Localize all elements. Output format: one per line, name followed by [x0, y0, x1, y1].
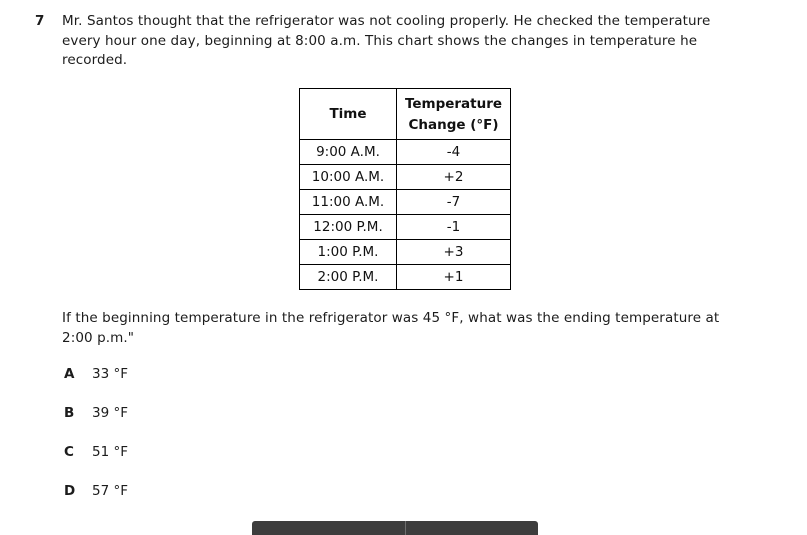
temperature-change-table: [299, 88, 511, 290]
choice-letter: B: [64, 405, 75, 421]
choice-text: 51 °F: [92, 444, 128, 460]
choice-letter: D: [64, 483, 76, 499]
table-row: [300, 165, 511, 190]
time-cell: 2:00 P.M.: [300, 265, 397, 290]
change-cell: -4: [397, 140, 511, 165]
answer-choice-b[interactable]: [64, 405, 128, 421]
header-time: Time: [300, 89, 397, 140]
change-cell: -1: [397, 215, 511, 240]
table-row: [300, 215, 511, 240]
answer-choice-d[interactable]: [64, 483, 128, 499]
time-cell: 10:00 A.M.: [300, 165, 397, 190]
table-row: [300, 265, 511, 290]
header-temperature-change: Temperature Change (°F): [397, 89, 511, 140]
time-cell: 11:00 A.M.: [300, 190, 397, 215]
answer-choice-c[interactable]: [64, 444, 128, 460]
question-followup: If the beginning temperature in the refrigerator was 45 °F, what was the ending temperature at 2:00 p.m.": [62, 310, 720, 346]
choice-text: 33 °F: [92, 366, 128, 382]
time-cell: 1:00 P.M.: [300, 240, 397, 265]
table-header-row: [300, 89, 511, 140]
change-cell: +3: [397, 240, 511, 265]
change-cell: -7: [397, 190, 511, 215]
question-stem: [35, 12, 724, 71]
question-prompt: Mr. Santos thought that the refrigerator was not cooling properly. He checked the temperature every hour one day, beginning at 8:00 a.m. This chart shows the changes in temperature he recorded.: [62, 13, 711, 68]
table-row: [300, 240, 511, 265]
table-row: [300, 140, 511, 165]
table-row: [300, 190, 511, 215]
choice-letter: A: [64, 366, 75, 382]
change-cell: +2: [397, 165, 511, 190]
time-cell: 12:00 P.M.: [300, 215, 397, 240]
choice-letter: C: [64, 444, 74, 460]
time-cell: 9:00 A.M.: [300, 140, 397, 165]
question-number: 7: [35, 13, 45, 29]
choice-text: 39 °F: [92, 405, 128, 421]
answer-choice-a[interactable]: [64, 366, 128, 382]
change-cell: +1: [397, 265, 511, 290]
choice-text: 57 °F: [92, 483, 128, 499]
